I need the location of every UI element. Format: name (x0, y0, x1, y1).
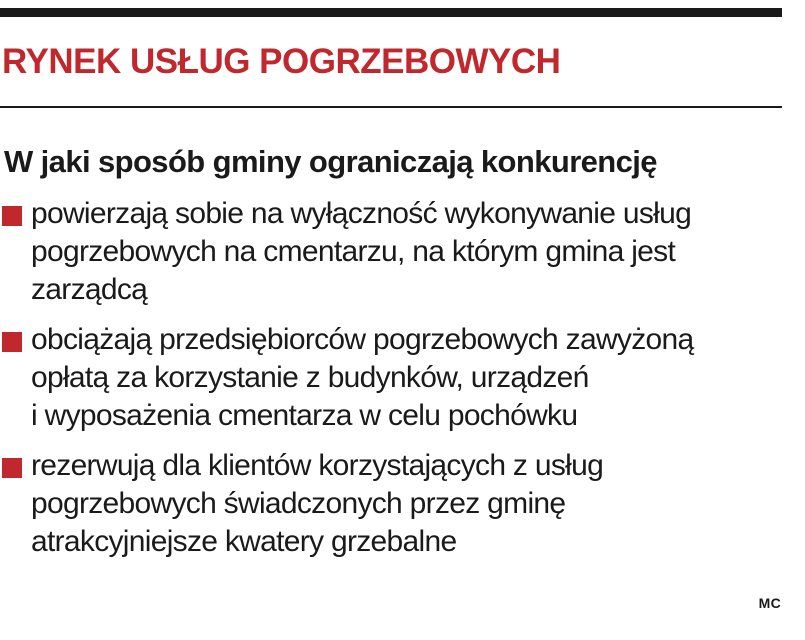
page-title: RYNEK USŁUG POGRZEBOWYCH (2, 42, 561, 81)
author-credit: MC (758, 595, 781, 611)
section-heading: W jaki sposób gminy ograniczają konkurencję (4, 144, 657, 179)
bullet-list (0, 195, 790, 573)
list-item-line: pogrzebowych na cmentarzu, na którym gmina jest (31, 235, 676, 268)
title-divider (0, 106, 782, 108)
list-item (0, 321, 790, 435)
list-item-line: powierzają sobie na wyłączność wykonywanie usług (31, 197, 692, 230)
square-bullet-icon (2, 458, 22, 478)
list-item-line: atrakcyjniejsze kwatery grzebalne (31, 525, 457, 558)
square-bullet-icon (2, 332, 22, 352)
list-item-line: pogrzebowych świadczonych przez gminę (31, 487, 566, 520)
list-item-line: i wyposażenia cmentarza w celu pochówku (31, 399, 578, 432)
list-item-line: obciążają przedsiębiorców pogrzebowych zawyżoną (31, 323, 694, 356)
top-rule (0, 8, 782, 17)
square-bullet-icon (2, 206, 22, 226)
list-item-line: zarządcą (31, 273, 148, 306)
list-item (0, 447, 790, 561)
list-item-line: rezerwują dla klientów korzystających z usług (31, 449, 604, 482)
list-item-line: opłatą za korzystanie z budynków, urządzeń (31, 361, 589, 394)
list-item (0, 195, 790, 309)
